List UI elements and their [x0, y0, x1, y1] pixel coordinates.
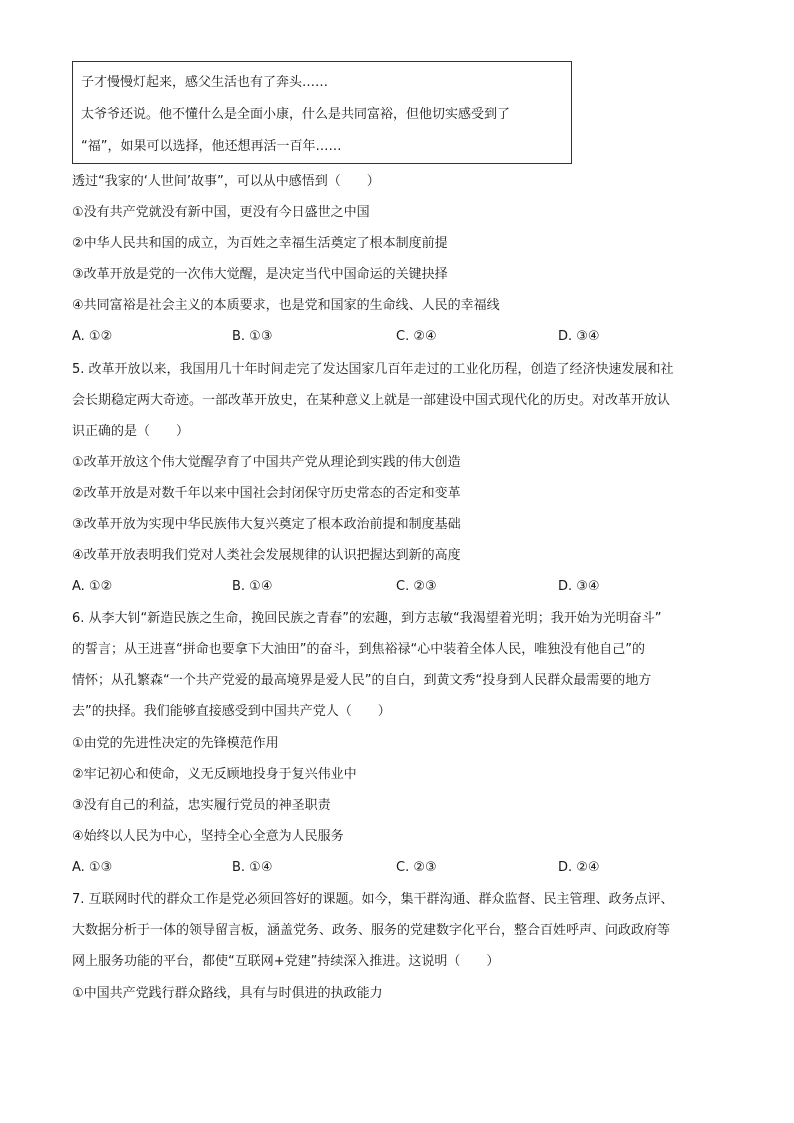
material-line: 子才慢慢灯起来，感父生活也有了奔头…… [81, 75, 329, 90]
question-stem: 7. 互联网时代的群众工作是党必须回答好的课题。如今，集干群沟通、群众监督、民主管理、政务点评、 [72, 892, 674, 907]
statement-item: ④始终以人民为中心，坚持全心全意为人民服务 [72, 829, 344, 844]
statement-item: ①由党的先进性决定的先锋模范作用 [72, 736, 279, 751]
question-stem: 情怀；从孔繁森“一个共产党爱的最高境界是爱人民”的自白，到黄文秀“投身到人民群众最需要的地方 [72, 673, 652, 688]
statement-item: ①没有共产党就没有新中国，更没有今日盛世之中国 [72, 205, 370, 220]
statement-item: ④共同富裕是社会主义的本质要求，也是党和国家的生命线、人民的幸福线 [72, 298, 500, 313]
statement-item: ①中国共产党践行群众路线，具有与时俱进的执政能力 [72, 986, 383, 1001]
question-stem: 会长期稳定两大奇迹。一部改革开放史，在某种意义上就是一部建设中国式现代化的历史。对改革开放认 [72, 393, 671, 408]
statement-item: ①改革开放这个伟大觉醒孕育了中国共产党从理论到实践的伟大创造 [72, 455, 461, 470]
statement-item: ②牢记初心和使命，义无反顾地投身于复兴伟业中 [72, 767, 357, 782]
question-stem: 大数据分析于一体的领导留言板，涵盖党务、政务、服务的党建数字化平台，整合百姓呼声、问政政府等 [72, 923, 671, 938]
answer-option: D. ③④ [558, 579, 600, 594]
statement-item: ③没有自己的利益，忠实履行党员的神圣职责 [72, 798, 331, 813]
question-stem: 6. 从李大钊“新造民族之生命，挽回民族之青春”的宏趣，到方志敏“我渴望着光明；我开始为光明奋斗” [72, 611, 662, 626]
question-stem: 识正确的是（ ） [72, 424, 190, 439]
answer-option: C. ②③ [396, 579, 437, 594]
question-stem: 去”的抉择。我们能够直接感受到中国共产党人（ ） [72, 704, 391, 719]
material-line: 太爷爷还说。他不懂什么是全面小康，什么是共同富裕，但他切实感受到了 [81, 107, 511, 122]
answer-option: A. ①② [72, 579, 113, 594]
statement-item: ②中华人民共和国的成立，为百姓之幸福生活奠定了根本制度前提 [72, 236, 448, 251]
question-stem: 透过“我家的‘人世间’故事”，可以从中感悟到（ ） [72, 174, 380, 189]
material-box [72, 61, 572, 164]
answer-option: C. ②③ [396, 860, 437, 875]
statement-item: ③改革开放是党的一次伟大觉醒，是决定当代中国命运的关键抉择 [72, 267, 448, 282]
question-stem: 的誓言；从王进喜“拼命也要拿下大油田”的奋斗，到焦裕禄“心中装着全体人民，唯独没有他自己”的 [72, 642, 645, 657]
answer-option: C. ②④ [396, 329, 437, 344]
statement-item: ②改革开放是对数千年以来中国社会封闭保守历史常态的否定和变革 [72, 486, 461, 501]
statement-item: ③改革开放为实现中华民族伟大复兴奠定了根本政治前提和制度基础 [72, 517, 461, 532]
answer-option: A. ①③ [72, 860, 113, 875]
statement-item: ④改革开放表明我们党对人类社会发展规律的认识把握达到新的高度 [72, 548, 461, 563]
answer-option: B. ①④ [232, 579, 273, 594]
answer-option: A. ①② [72, 329, 113, 344]
question-stem: 网上服务功能的平台，都使“互联网+党建”持续深入推进。这说明（ ） [72, 954, 500, 969]
answer-option: B. ①④ [232, 860, 273, 875]
answer-option: D. ③④ [558, 329, 600, 344]
material-line: “福”，如果可以选择，他还想再活一百年…… [81, 139, 342, 154]
answer-option: D. ②④ [558, 860, 600, 875]
answer-option: B. ①③ [232, 329, 273, 344]
question-stem: 5. 改革开放以来，我国用几十年时间走完了发达国家几百年走过的工业化历程，创造了经济快速发展和社 [72, 362, 674, 377]
